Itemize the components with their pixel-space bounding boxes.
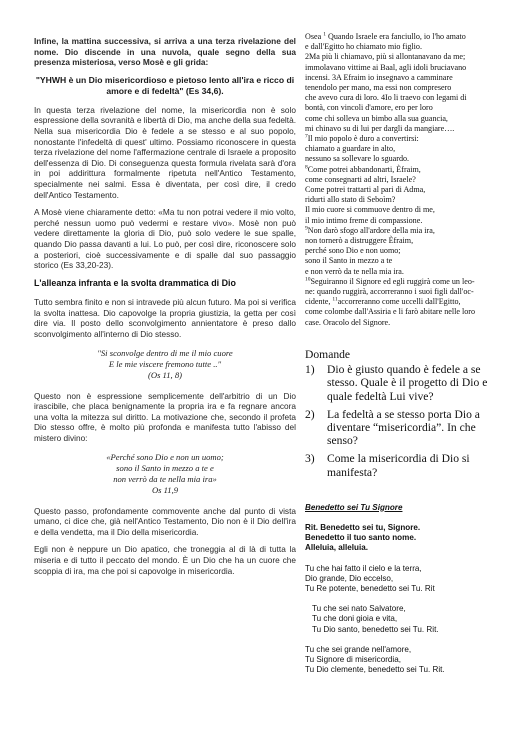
- question-text: Come la misericordia di Dio si manifesta?: [327, 452, 470, 479]
- hosea-line: come consegnarti ad altri, Israele?: [305, 174, 416, 184]
- verse-text: Seguiranno il Signore ed egli ruggirà come un leo-: [310, 276, 475, 286]
- stanza-line: Tu Signore di misericordia,: [305, 654, 401, 664]
- hosea-line: bontà, con vincoli d'amore, ero per loro: [305, 103, 433, 113]
- hosea-line: Come potrei trattarti al pari di Adma,: [305, 185, 426, 195]
- hymn-stanza-2: [305, 604, 505, 635]
- hosea-line: e dall'Egitto ho chiamato mio figlio.: [305, 42, 422, 52]
- hosea-line: nessuno sa sollevare lo sguardo.: [305, 154, 410, 164]
- verse-text: Quando Israele era fanciullo, io l'ho amato: [325, 32, 466, 41]
- exodus-quote: "YHWH è un Dio misericordioso e pietoso lento all'ira e ricco di amore e di fedeltà" (Es 34,6).: [35, 74, 295, 96]
- hosea-line: perché sono Dio e non uomo;: [305, 246, 401, 256]
- hosea-passage: [305, 32, 505, 328]
- question-item: [305, 363, 505, 403]
- paragraph-motivation: Questo non è espressione semplicemente dell'arbitrio di un Dio irascibile, che placa benignamente la propria ira e fa regnare ancora una volta la mitezza sul diritto. La motivazione che, secondo il profeta Dio stesso offre, è molto più profonda e manifesta tutto l'abisso del mistero divino:: [34, 390, 296, 444]
- refrain-line: Benedetto il tuo santo nome.: [305, 533, 417, 543]
- verse-line: non verrò da te nella mia ira»: [113, 473, 217, 484]
- stanza-line: Tu che sei nato Salvatore,: [312, 604, 406, 614]
- hosea-line: [305, 277, 505, 287]
- verse-hosea-11-9: [34, 452, 296, 496]
- hosea-line: ridurti allo stato di Seboìm?: [305, 195, 396, 205]
- hosea-line: tenendolo per mano, ma essi non compresero: [305, 83, 452, 93]
- stanza-line: Tu Re potente, benedetto sei Tu. Rit: [305, 583, 435, 593]
- hosea-line: incensi. 3A Efraim io insegnavo a camminare: [305, 72, 453, 82]
- verse-text: Non darò sfogo all'ardore della mia ira,: [307, 225, 435, 235]
- verse-hosea-11-8: [34, 348, 296, 381]
- hymn-stanza-3: [305, 645, 505, 676]
- refrain-line: Alleluia, alleluia.: [305, 543, 368, 553]
- verse-text: Come potrei abbandonarti, Èfraim,: [307, 164, 421, 174]
- question-text: Dio è giusto quando è fedele a se stesso. Quale è il progetto di Dio e quale fedeltà Lui vive?: [327, 363, 488, 403]
- question-item: [305, 452, 505, 478]
- hosea-line: come colombe dall'Assiria e li farò abitare nelle loro: [305, 307, 476, 317]
- question-number: 1): [305, 363, 315, 377]
- commentary-column: [34, 36, 296, 583]
- hosea-line: e non verrò da te nella mia ira.: [305, 266, 404, 276]
- verse-line: sono il Santo in mezzo a te e: [116, 462, 214, 473]
- hosea-line: [305, 165, 505, 175]
- right-column: [305, 32, 505, 685]
- stanza-line: Tu che doni gioia e vita,: [312, 614, 398, 624]
- questions-heading: Domande: [305, 347, 351, 361]
- stanza-line: Dio grande, Dio eccelso,: [305, 573, 394, 583]
- paragraph-third-revelation: In questa terza rivelazione del nome, la misericordia non è solo espressione della sovranità e libertà di Dio, ma anche della sua fedeltà. Nella sua misericordia Dio è fedele a se stesso e al suo popolo, nonostante l'infedeltà di quest' ultimo. Possiamo riconoscere in questa terza rivelazione del nome l'affermazione centrale di Israele a proposito dell'essenza di Dio. Di conseguenza questa formula rivelata sarà d'ora in poi addirittura formalmente ripetuta nell'Antico Testamento, specialmente nei salmi. Essa è diventata, per così dire, il credo dell'Antico Testamento.: [34, 104, 296, 200]
- hymn-title: Benedetto sei Tu Signore: [305, 502, 403, 512]
- hosea-line: mi chinavo su di lui per dargli da mangiare….: [305, 123, 455, 133]
- hosea-line: [305, 134, 505, 144]
- intro-paragraph: Infine, la mattina successiva, si arriva a una terza rivelazione del nome. Dio discende in una nuvola, quale segno della sua presenza misteriosa, verso Mosè e gli grida:: [34, 36, 296, 68]
- verse-text: Il mio popolo è duro a convertirsi:: [307, 134, 419, 144]
- hosea-line: 2Ma più li chiamavo, più si allontanavano da me;: [305, 52, 466, 62]
- question-number: 3): [305, 452, 315, 466]
- question-item: [305, 408, 505, 448]
- hosea-line: [305, 32, 505, 42]
- stanza-line: Tu Dio santo, benedetto sei Tu. Rit.: [312, 624, 439, 634]
- paragraph-moses: A Mosè viene chiaramente detto: «Ma tu non potrai vedere il mio volto, perché nessun uomo può vedermi e restare vivo». Mosè non può vedere direttamente la gloria di Dio, può solo vedere le sue spalle, quando Dio passa davanti a lui. Lo può, per così dire, riconoscere solo a posteriori, cioè successivamente e di spalle dal suo passaggio storico (Es 33,20-23).: [34, 207, 296, 271]
- verse-line: «Perché sono Dio e non un uomo;: [106, 451, 224, 462]
- hosea-line: ne: quando ruggirà, accorreranno i suoi figli dall'oc-: [305, 287, 474, 297]
- verse-number: 10: [305, 276, 311, 283]
- hymn-stanza-1: [305, 564, 505, 595]
- hosea-line: come chi solleva un bimbo alla sua guancia,: [305, 113, 448, 123]
- book-name: Osea: [305, 32, 324, 41]
- hosea-line: case. Oracolo del Signore.: [305, 317, 391, 327]
- questions-list: [305, 363, 505, 479]
- hosea-line: chiamato a guardare in alto,: [305, 144, 396, 154]
- hosea-line: sono il Santo in mezzo a te: [305, 256, 393, 266]
- question-number: 2): [305, 407, 315, 421]
- verse-line: "Si sconvolge dentro di me il mio cuore: [97, 347, 233, 358]
- stanza-line: Tu Dio clemente, benedetto sei Tu. Rit.: [305, 665, 445, 675]
- hosea-line: immolavano vittime ai Baal, agli idoli bruciavano: [305, 62, 467, 72]
- paragraph-god-of-mercy: Questo passo, profondamente commovente anche dal punto di vista umano, ci dice che, già nell'Antico Testamento, Dio non è il Dio dell'ira e della vendetta, ma il Dio della misericordia.: [34, 505, 296, 537]
- verse-number: 8: [305, 163, 308, 170]
- verse-line: E le mie viscere fremono tutte ..": [108, 358, 222, 369]
- hosea-line: Il mio cuore si commuove dentro di me,: [305, 205, 435, 215]
- paragraph-turning-point: Tutto sembra finito e non si intravede più alcun futuro. Ma poi si verifica la svolta inattesa. Dio capovolge la propria giustizia, la getta per così dire via. Il posto dello sconvolgimento annientatore è preso dallo sconvolgimento all'interno di Dio stesso.: [34, 297, 296, 340]
- hosea-line: [305, 226, 505, 236]
- refrain-line: Rit. Benedetto sei tu, Signore.: [305, 522, 421, 532]
- question-text: La fedeltà a se stesso porta Dio a diventare “misericordia”. In che senso?: [327, 407, 480, 448]
- stanza-line: Tu che hai fatto il cielo e la terra,: [305, 563, 422, 573]
- hosea-line: che avevo cura di loro. 4Io li traevo con legami di: [305, 93, 467, 103]
- hymn-refrain: [305, 523, 505, 554]
- verse-reference: Os 11,9: [151, 484, 179, 495]
- hosea-line: [305, 297, 505, 307]
- verse-number: 11: [332, 296, 338, 303]
- hosea-line: non tornerò a distruggere Èfraim,: [305, 236, 414, 246]
- verse-number: 7: [305, 133, 308, 140]
- verse-text: accorreranno come uccelli dall'Egitto,: [337, 297, 461, 307]
- verse-text: cidente,: [305, 297, 333, 307]
- hymn-section: [305, 503, 505, 676]
- stanza-line: Tu che sei grande nell'amore,: [305, 644, 412, 654]
- verse-number: 1: [323, 31, 326, 38]
- hosea-line: il mio intimo freme di compassione.: [305, 215, 423, 225]
- questions-section: [305, 348, 505, 479]
- section-title: L'alleanza infranta e la svolta drammatica di Dio: [34, 277, 236, 288]
- paragraph-not-apathetic: Egli non è neppure un Dio apatico, che troneggia al di là di tutta la miseria e di tutto il peccato del mondo. È un Dio che ha un cuore che scoppia di ira, ma che poi si capovolge in misericordia.: [34, 544, 296, 576]
- verse-reference: (Os 11, 8): [148, 369, 182, 380]
- verse-number: 9: [305, 225, 308, 232]
